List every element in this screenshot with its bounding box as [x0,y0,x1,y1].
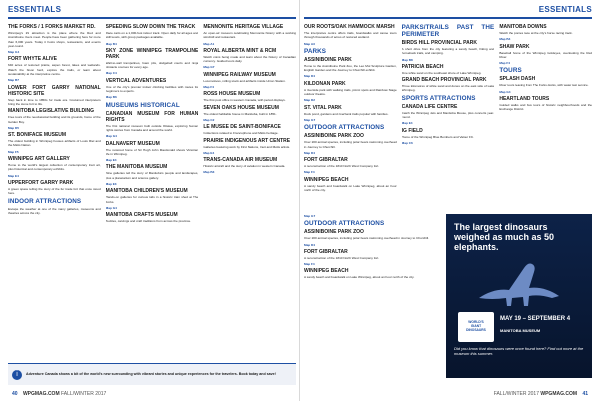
category-heading: PARKS/TRAILS PAST THE PERIMETER [401,24,495,38]
listing-description: Nine galleries tell the story of Manitoba's people and landscapes, plus a planetarium and science gallery. [105,171,199,180]
listing-description: A reconstruction of the 1810 North West Company fort. [304,164,380,169]
listing-title: IG FIELD [401,127,423,134]
listing-title: ST. BONIFACE MUSEUM [8,132,67,139]
map-reference: Map D4 [304,242,316,247]
listing-title: THE MANITOBA MUSEUM [105,164,168,171]
listing-description: Collections related to Francophone and Métis heritage. [203,131,279,136]
listing-description: Fine white sand on the southeast shore of Lake Winnipeg. [401,70,482,75]
listing-description: Home to the world's largest collection of contemporary Inuit art, plus historical and contemporary exhibits. [8,163,101,172]
listing-title: PRAIRIE INDIGENOUS ART CENTRE [203,137,291,144]
page-footer [494,391,592,397]
map-reference: Map F4 [499,61,511,66]
listing-description: Watch coins being made and learn about the history of Canadian currency. Guided tours daily. [203,54,297,64]
magazine-name: WPGMAG.COM [22,391,60,397]
listing-title: ASSINIBOINE PARK [304,56,352,63]
listing-description: A riverside park with walking trails, picnic spots and Rainbow Stage outdoor theatre. [304,87,397,97]
listing-description: The restored home of Sir Hugh John Macdonald shows Victorian life in Winnipeg. [105,147,199,156]
issue-date: FALL/WINTER 2017 [61,391,107,397]
map-reference: Map A1 [203,41,215,46]
map-reference: Map A3 [304,41,315,46]
listing-title: LE MUSEE DE SAINT-BONIFACE [203,124,281,131]
listing-description: River tours leaving from The Forks docks, with water taxi service. [499,83,589,88]
listing-title: LOWER FORT GARRY NATIONAL HISTORIC SITE [8,84,101,97]
category-heading: PARKS [304,47,327,55]
right-page [300,0,600,401]
listing-description: The oldest habitable house in Manitoba, built in 1851. [203,111,277,116]
map-reference: Map D5 [8,125,20,130]
map-reference: Map E3 [105,182,117,187]
map-reference: Map D2 [304,98,316,103]
map-reference: Map B7 [8,78,20,83]
listing-description: 640 acres of restored prairie, aspen forest, lakes and wetlands. Watch the bison herd, explore the trails, or learn about sustainability at the interpretive centre. [8,63,101,77]
map-reference: Map C2 [203,117,215,122]
category-heading: INDOOR ATTRACTIONS [8,197,82,205]
map-reference: Map G7 [304,117,316,122]
map-reference: Map B4 [499,37,511,42]
listing-description: The interpretive centre offers trails, boardwalks and canoe tours through thousands of acres of restored wetland. [304,31,397,40]
listing-title: ROSS HOUSE MUSEUM [203,91,261,98]
map-reference: Map E4 [203,150,215,155]
map-reference: Map F4 [304,170,315,175]
listing-title: WINNIPEG RAILWAY MUSEUM [203,71,276,78]
column [499,22,592,211]
listing-title: FORT WHYTE ALIVE [8,56,57,63]
listing-title: WINNIPEG BEACH [304,176,349,183]
listing-title: THE FORKS / 1 FORKS MARKET RD. [8,24,96,30]
listing-title: FORT GIBRALTAR [304,157,348,164]
listing-description: The first national museum built outside Ottawa, exploring human rights stories from Canada and around the world. [105,123,199,132]
listing-description: Duck pond, gardens and riverbank trails popular with families. [304,111,389,116]
right-lower-columns [304,214,442,379]
map-reference: Map G4 [105,205,117,210]
listing-description: Textiles, carvings and craft traditions from across the province. [105,219,192,224]
left-columns [8,22,296,379]
dinosaur-illustration [474,258,564,308]
section-heading: ESSENTIALS [8,5,62,14]
category-heading: MUSEUMS HISTORICAL [105,101,180,109]
map-reference: Map F4 [304,262,315,267]
listing-description: Catch the Winnipeg Jets and Manitoba Moose, plus concerts year-round. [401,110,495,120]
map-reference: Map G7 [203,65,215,70]
listing-title: BIRDS HILL PROVINCIAL PARK [401,40,477,46]
listing-description: Over 200 animal species, including polar bears swimming overhead in Journey to Churchill. [304,236,430,241]
listing-description: Winnipeg's #1 attraction is the place where the Red and Assiniboine rivers meet. People have been gathering here for more than 6,000 years. Today it hosts shops, restaurants, and events year-round. [8,31,101,48]
column [304,22,397,211]
listing-title: WINNIPEG BEACH [304,268,349,275]
section-heading: ESSENTIALS [538,5,592,14]
listing-description: Locomotives, rolling stock and artifacts inside Union Station. [203,78,286,83]
listing-title: GRAND BEACH PROVINCIAL PARK [401,77,487,84]
map-reference: Map G7 [304,214,316,218]
map-reference: Map B3 [203,170,215,175]
listing-title: MANITOBA DOWNS [499,24,547,30]
museum-advertisement[interactable] [446,214,592,378]
promo-text: Adventure Canada shows a bit of the world's new surrounding with vibrant stories and unique experiences for the travelers. Book today and save! [26,372,276,376]
category-heading: SPORTS ATTRACTIONS [401,94,476,102]
listing-description: Wall-to-wall trampolines, foam pits, dodgeball courts and ninja obstacle courses for every age. [105,60,199,70]
listing-description: The first post office in western Canada, with period displays. [203,98,286,103]
exhibit-logo: WORLD'S GIANT DINOSAURS [458,312,494,342]
map-reference: Map G4 [499,89,511,94]
listing-title: CANADA LIFE CENTRE [401,103,458,110]
column [304,214,442,379]
listing-description: Home to the Assiniboine Park Zoo, the Leo Mol Sculpture Garden, English Garden and the Journey to Churchill exhibit. [304,63,397,73]
listing-description: One of the city's premier indoor climbing facilities with routes for beginners to experts. [105,84,199,94]
column [402,22,495,211]
listing-description: Escape the weather at one of the many galleries, museums and theatres across the city. [8,206,101,215]
map-reference: Map D4 [304,74,316,79]
ad-note: Did you know that dinosaurs were once found here? Find out more at the museum this summer. [454,346,584,357]
listing-title: ASSINIBOINE PARK ZOO [304,133,364,140]
map-reference: Map D4 [304,150,316,155]
listing-description: Home of the Winnipeg Blue Bombers and Valour FC. [401,134,475,139]
listing-title: ROYAL ALBERTA MINT & RCM [203,47,277,54]
listing-description: A reconstruction of the 1810 North West Company fort. [304,255,380,260]
section-rule [8,17,296,19]
promo-banner[interactable] [8,363,296,385]
listing-description: Guided walks and bus tours of historic neighbourhoods and the Exchange District. [499,103,593,112]
listing-description: Baseball home of the Winnipeg Goldeyes, overlooking the Red River. [499,50,593,59]
page-footer [8,391,106,397]
category-heading: TOURS [499,67,522,75]
map-reference: Map E4 [401,121,413,126]
listing-title: MANITOBA LEGISLATIVE BUILDING [8,108,95,115]
info-icon: i [12,370,22,380]
listing-description: Hands-on galleries for curious kids in a historic train shed at The Forks. [105,195,199,204]
column [106,22,199,379]
section-rule [304,17,592,19]
listing-description: A sandy beach and boardwalk on Lake Winnipeg, about an hour north of the city. [304,183,397,193]
listing-title: MENNONITE HERITAGE VILLAGE [203,24,284,30]
museum-brand: MANITOBA MUSEUM [500,328,541,333]
column [8,22,101,379]
listing-description: Historic aircraft and the story of aviation in western Canada. [203,164,286,169]
listing-description: Race carts on a 1,000-foot indoor track. Open daily for all ages and skill levels, with group packages available. [105,31,199,40]
listing-title: SEVEN OAKS HOUSE MUSEUM [203,104,279,111]
listing-title: WINNIPEG ART GALLERY [8,156,70,163]
listing-title: UPPERFORT GARRY PARK [8,179,74,186]
map-reference: Map G4 [105,134,117,139]
listing-title: KILDONAN PARK [304,80,346,87]
right-columns [304,22,592,211]
listing-title: TRANS-CANADA AIR MUSEUM [203,157,278,164]
listing-title: ASSINIBOINE PARK ZOO [304,229,364,236]
listing-title: VERTICAL ADVENTURES [105,77,167,84]
listing-description: Step back in time to 1850s fur trade era. Costumed interpreters bring the stone fort to life. [8,97,101,106]
map-reference: Map G4 [8,50,20,55]
listing-title: SKY ZONE WINNIPEG TRAMPOLINE PARK [105,47,199,60]
listing-title: MANITOBA CRAFTS MUSEUM [105,212,178,219]
issue-date: FALL/WINTER 2017 [493,391,539,397]
page-number: 41 [582,391,588,397]
category-heading: OUTDOOR ATTRACTIONS [304,220,385,228]
listing-title: CANADIAN MUSEUM FOR HUMAN RIGHTS [105,110,199,123]
listing-title: SHAW PARK [499,43,530,50]
exhibit-dates: MAY 19 – SEPTEMBER 4 [500,316,571,322]
listing-title: FORT GIBRALTAR [304,248,348,255]
map-reference: Map B8 [401,57,413,62]
listing-description: Three kilometres of white sand and dunes on the east side of Lake Winnipeg. [401,84,495,93]
map-reference: Map C6 [401,140,413,145]
map-reference: Map B4 [105,41,117,46]
listing-title: SPLASH DASH [499,76,536,83]
page-number: 40 [12,391,18,397]
map-reference: Map E4 [105,158,117,163]
map-reference: Map C4 [105,71,117,76]
listing-title: SPEEDING SLOW DOWN THE TRACK [105,24,196,30]
map-reference: Map B6 [105,95,117,100]
listing-title: HEARTLAND TOURS [499,96,550,103]
map-reference: Map F5 [8,149,19,154]
listing-title: PATRICIA BEACH [401,63,444,70]
map-reference: Map F4 [203,85,215,90]
magazine-name: WPGMAG.COM [540,391,578,397]
listing-description: An open-air museum celebrating Mennonite history with a working windmill and restaurant. [203,31,297,40]
listing-title: MANITOBA CHILDREN'S MUSEUM [105,188,188,195]
column [203,22,296,379]
listing-description: Over 200 animal species, including polar bears swimming overhead in Journey to Churchill. [304,140,397,149]
listing-description: A green space telling the story of the fur trade fort that once stood here. [8,186,101,196]
ad-headline: The largest dinosaurs weighed as much as 50 elephants. [454,222,555,252]
listing-title: OUR ROOTS/OAK HAMMOCK MARSH [304,24,395,30]
category-heading: OUTDOOR ATTRACTIONS [304,124,385,132]
listing-description: A sandy beach and boardwalk on Lake Winnipeg, about an hour north of the city. [304,275,415,280]
listing-title: DALNAVERT MUSEUM [105,140,160,147]
map-reference: Map E4 [8,173,19,178]
listing-description: A short drive from the city featuring a sandy beach, hiking and horseback trails, and camping. [401,47,495,56]
listing-description: Galleries featuring work by First Nations, Inuit and Métis artists. [203,144,291,149]
listing-description: Watch the ponies race at the city's horse racing track. [499,31,573,35]
listing-description: The oldest building in Winnipeg houses artifacts of Louis Riel and the Métis Nation. [8,139,101,148]
listing-description: Free tours of the neoclassical building and its grounds, home of the Golden Boy. [8,115,101,124]
listing-title: ST. VITAL PARK [304,104,342,111]
